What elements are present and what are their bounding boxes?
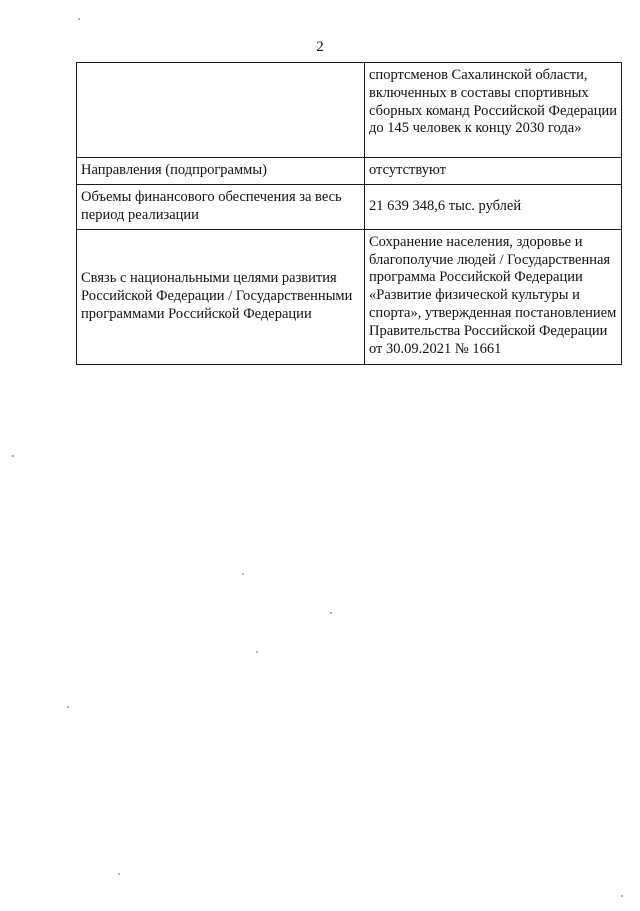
table-row	[77, 184, 622, 229]
scan-speck	[242, 573, 244, 575]
table-row	[77, 63, 622, 158]
table-row	[77, 158, 622, 185]
funding-volume-value: 21 639 348,6 тыс. рублей	[365, 184, 622, 229]
national-goals-link-label: Связь с национальными целями развития Российской Федерации / Государственными программами Российской Федерации	[77, 229, 365, 364]
scan-speck	[621, 895, 623, 897]
program-passport-table	[76, 62, 622, 365]
target-indicator-continuation: спортсменов Сахалинской области, включенных в составы спортивных сборных команд Российской Федерации до 145 человек к концу 2030 года»	[365, 63, 622, 158]
scan-speck	[78, 18, 80, 20]
table-row	[77, 229, 622, 364]
scan-speck	[330, 612, 332, 614]
scan-speck	[256, 651, 258, 653]
funding-volume-label: Объемы финансового обеспечения за весь период реализации	[77, 184, 365, 229]
scan-speck	[118, 873, 120, 875]
row-label-continued	[77, 63, 365, 158]
scan-speck	[67, 706, 69, 708]
subprograms-value: отсутствуют	[365, 158, 622, 185]
scan-speck	[12, 455, 14, 457]
national-goals-link-value: Сохранение населения, здоровье и благополучие людей / Государственная программа Российской Федерации «Развитие физической культуры и спорта», утвержденная постановлением Правительства Российской Федерации от 30.09.2021 № 1661	[365, 229, 622, 364]
page-number: 2	[316, 39, 324, 55]
subprograms-label: Направления (подпрограммы)	[77, 158, 365, 185]
